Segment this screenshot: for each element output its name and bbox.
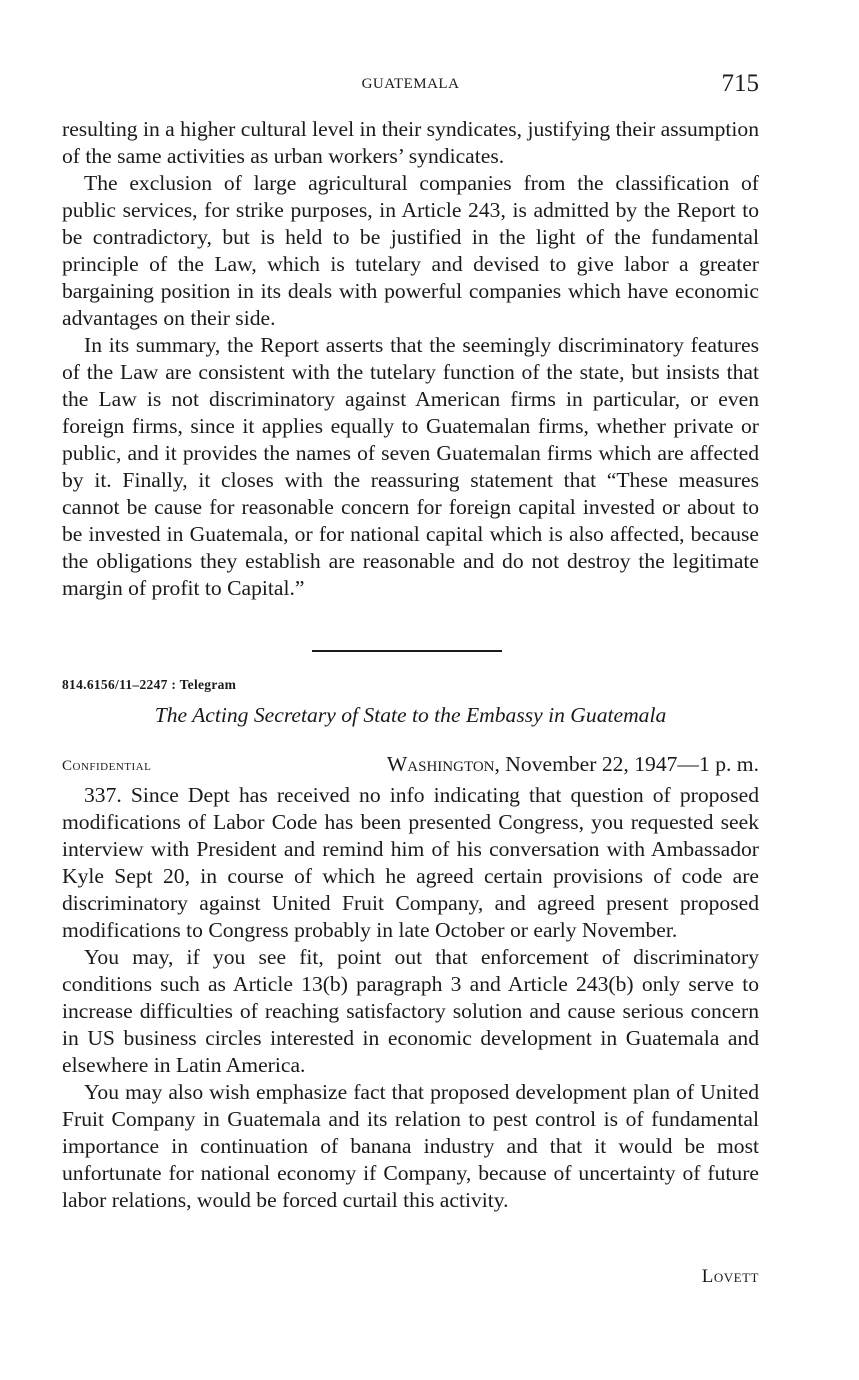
- dateline: [62, 752, 759, 782]
- classification-label: Confidential: [62, 758, 152, 774]
- telegram-text: [62, 782, 759, 1214]
- running-head: GUATEMALA: [361, 76, 460, 92]
- paragraph: The exclusion of large agricultural companies from the classification of public services, for strike purposes, in Article 243, is admitted by the Report to be contradictory, but is held to be justified in the light of the fundamental principle of the Law, which is tutelary and devised to give labor a greater bargaining position in its deals with powerful companies which have economic advantages on their side.: [62, 171, 759, 330]
- document-file-number: 814.6156/11–2247 : Telegram: [62, 677, 237, 692]
- paragraph: You may also wish emphasize fact that proposed development plan of United Fruit Company in Guatemala and its relation to pest control is of fundamental importance in continuation of banana industry and that it would be most unfortunate for national economy if Company, because of uncertainty of future labor relations, would be forced curtail this activity.: [62, 1080, 759, 1212]
- date: , November 22, 1947—1 p. m.: [494, 752, 759, 776]
- section-divider: [312, 650, 502, 652]
- paragraph: resulting in a higher cultural level in their syndicates, justifying their assumption of the same activities as urban workers’ syndicates.: [62, 117, 759, 168]
- continued-report-text: [62, 116, 759, 602]
- signature: Lovett: [701, 1266, 759, 1287]
- page-number: 715: [721, 70, 759, 97]
- paragraph: You may, if you see fit, point out that enforcement of discriminatory conditions such as Article 13(b) paragraph 3 and Article 243(b) only serve to increase difficulties of reaching satisfactory solution and cause serious concern in US business circles interested in economic development in Guatemala and elsewhere in Latin America.: [62, 945, 759, 1077]
- paragraph: 337. Since Dept has received no info indicating that question of proposed modifications of Labor Code has been presented Congress, you requested seek interview with President and remind him of his conversation with Ambassador Kyle Sept 20, in course of which he agreed certain provisions of code are discriminatory against United Fruit Company, and agreed present proposed modifications to Congress probably in late October or early November.: [62, 783, 759, 942]
- document-heading: The Acting Secretary of State to the Embassy in Guatemala: [154, 703, 667, 727]
- page-header: [62, 70, 759, 102]
- place: Washington: [386, 752, 495, 776]
- paragraph: In its summary, the Report asserts that the seemingly discriminatory features of the Law are consistent with the tutelary function of the state, but insists that the Law is not discriminatory against American firms in particular, or even foreign firms, since it applies equally to Guatemalan firms, whether private or public, and it provides the names of seven Guatemalan firms which are affected by it. Finally, it closes with the reassuring statement that “These measures cannot be cause for reasonable concern for foreign capital invested or about to be invested in Guatemala, or for national capital which is also affected, because the obligations they establish are reasonable and do not destroy the legitimate margin of profit to Capital.”: [62, 333, 759, 600]
- place-and-date: [387, 752, 759, 777]
